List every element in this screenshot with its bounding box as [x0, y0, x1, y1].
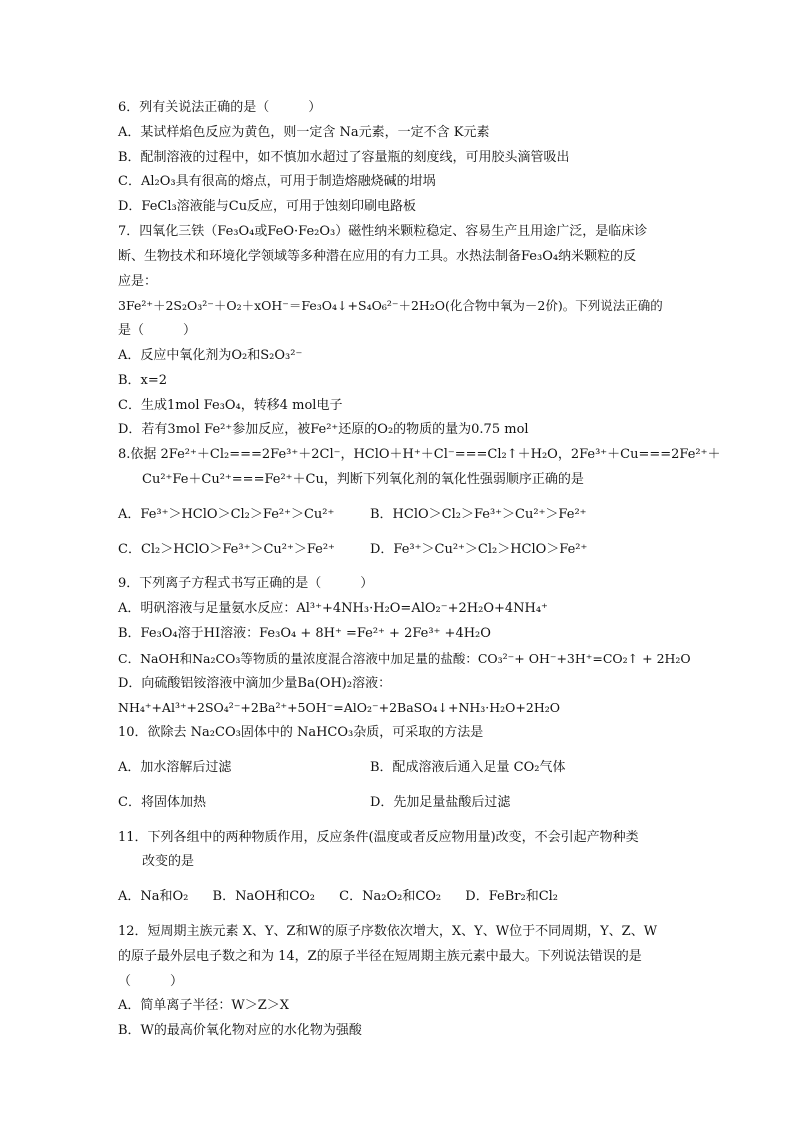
question-11-options [118, 885, 678, 910]
question-6-option-a: A．某试样焰色反应为黄色，则一定含 Na元素，一定不含 K元素 [118, 124, 490, 140]
question-8-stem-line-2: Cu²⁺Fe＋Cu²⁺===Fe²⁺＋Cu，判断下列氧化剂的氧化性强弱顺序正确的是 [142, 471, 584, 487]
question-11-stem-line-1: 11．下列各组中的两种物质作用，反应条件(温度或者反应物用量)改变，不会引起产物种类 [118, 829, 639, 845]
question-10-option-d: D．先加足量盐酸后过滤 [370, 794, 511, 810]
question-9-stem: 9．下列离子方程式书写正确的是（ ） [118, 576, 374, 592]
question-9-option-d-equation: NH₄⁺+Al³⁺+2SO₄²⁻+2Ba²⁺+5OH⁻=AlO₂⁻+2BaSO₄↓+NH₃·H₂O+2H₂O [118, 700, 561, 716]
question-9 [118, 572, 691, 721]
question-10-options-row-2 [118, 791, 678, 816]
question-7-stem-line-1: 7．四氧化三铁（Fe₃O₄或FeO·Fe₂O₃）磁性纳米颗粒稳定、容易生产且用途广泛，是临床诊 [118, 223, 648, 239]
question-12 [118, 920, 678, 1044]
question-11-option-a: A．Na和O₂ [118, 889, 189, 905]
question-11-option-b: B．NaOH和CO₂ [212, 889, 316, 905]
question-6-option-b: B．配制溶液的过程中，如不慎加水超过了容量瓶的刻度线，可用胶头滴管吸出 [118, 149, 570, 165]
question-10-option-a: A．加水溶解后过滤 [118, 759, 232, 775]
question-9-option-b: B．Fe₃O₄溶于HI溶液：Fe₃O₄ + 8H⁺ =Fe²⁺ + 2Fe³⁺ +4H₂O [118, 625, 491, 641]
question-12-stem-line-1: 12．短周期主族元素 X、Y、Z和W的原子序数依次增大，X、Y、W位于不同周期，Y、Z、W [118, 923, 658, 939]
exam-page [118, 96, 721, 1044]
question-7-option-a: A．反应中氧化剂为O₂和S₂O₃²⁻ [118, 347, 303, 363]
question-11-option-d: D．FeBr₂和Cl₂ [465, 889, 559, 905]
question-9-option-c: C．NaOH和Na₂CO₃等物质的量浓度混合溶液中加足量的盐酸：CO₃²⁻+ OH⁻+3H⁺=CO₂↑ + 2H₂O [118, 650, 691, 666]
question-8-option-d: D．Fe³⁺＞Cu²⁺＞Cl₂＞HClO＞Fe²⁺ [370, 541, 588, 557]
question-10-options-row-1 [118, 756, 678, 781]
question-12-stem-line-2: 的原子最外层电子数之和为 14，Z的原子半径在短周期主族元素中最大。下列说法错误的是 [118, 948, 642, 964]
question-8-stem-line-1: 8.依据 2Fe²⁺＋Cl₂===2Fe³⁺＋2Cl⁻，HClO＋H⁺＋Cl⁻===Cl₂↑＋H₂O，2Fe³⁺＋Cu===2Fe²⁺＋ [118, 447, 721, 463]
question-7-option-b: B．x=2 [118, 372, 168, 388]
question-6-option-d: D．FeCl₃溶液能与Cu反应，可用于蚀刻印刷电路板 [118, 199, 417, 215]
question-10-option-c: C．将固体加热 [118, 794, 206, 810]
question-6-stem: 6．列有关说法正确的是（ ） [118, 100, 322, 115]
question-10-option-b: B．配成溶液后通入足量 CO₂气体 [370, 759, 566, 775]
question-7-option-c: C．生成1mol Fe₃O₄，转移4 mol电子 [118, 397, 343, 413]
question-12-option-a: A．简单离子半径：W＞Z＞X [118, 998, 290, 1014]
question-10 [118, 721, 678, 815]
question-7-stem-line-3: 应是： [118, 273, 158, 289]
question-7-option-d: D．若有3mol Fe²⁺参加反应，被Fe²⁺还原的O₂的物质的量为0.75 mol [118, 422, 529, 438]
question-11 [118, 826, 678, 910]
question-12-stem-line-3: （ ） [118, 973, 184, 989]
question-9-option-a: A．明矾溶液与足量氨水反应：Al³⁺+4NH₃·H₂O=AlO₂⁻+2H₂O+4NH₄⁺ [118, 601, 548, 617]
question-8 [118, 443, 721, 562]
question-10-stem: 10．欲除去 Na₂CO₃固体中的 NaHCO₃杂质，可采取的方法是 [118, 725, 484, 741]
question-7-stem-line-2: 断、生物技术和环境化学领域等多种潜在应用的有力工具。水热法制备Fe₃O₄纳米颗粒的反 [118, 248, 637, 264]
question-7-equation: 3Fe²⁺＋2S₂O₃²⁻＋O₂＋xOH⁻＝Fe₃O₄↓+S₄O₆²⁻＋2H₂O(化合物中氧为－2价)。下列说法正确的 [118, 298, 663, 314]
question-8-option-b: B．HClO＞Cl₂＞Fe³⁺＞Cu²⁺＞Fe²⁺ [370, 506, 587, 522]
question-9-option-d: D．向硫酸铝铵溶液中滴加少量Ba(OH)₂溶液： [118, 675, 392, 691]
question-8-option-c: C．Cl₂＞HClO＞Fe³⁺＞Cu²⁺＞Fe²⁺ [118, 541, 335, 557]
question-8-options-row-2 [118, 538, 678, 563]
question-8-options-row-1 [118, 503, 678, 528]
question-12-option-b: B．W的最高价氧化物对应的水化物为强酸 [118, 1023, 362, 1039]
question-7 [118, 220, 678, 443]
question-7-stem-line-4: 是（ ） [118, 323, 197, 339]
question-8-option-a: A．Fe³⁺＞HClO＞Cl₂＞Fe²⁺＞Cu²⁺ [118, 506, 335, 522]
question-6-option-c: C．Al₂O₃具有很高的熔点，可用于制造熔融烧碱的坩埚 [118, 174, 436, 190]
question-11-stem-line-2: 改变的是 [142, 854, 195, 870]
question-11-option-c: C．Na₂O₂和CO₂ [339, 889, 442, 905]
question-6 [118, 96, 678, 220]
